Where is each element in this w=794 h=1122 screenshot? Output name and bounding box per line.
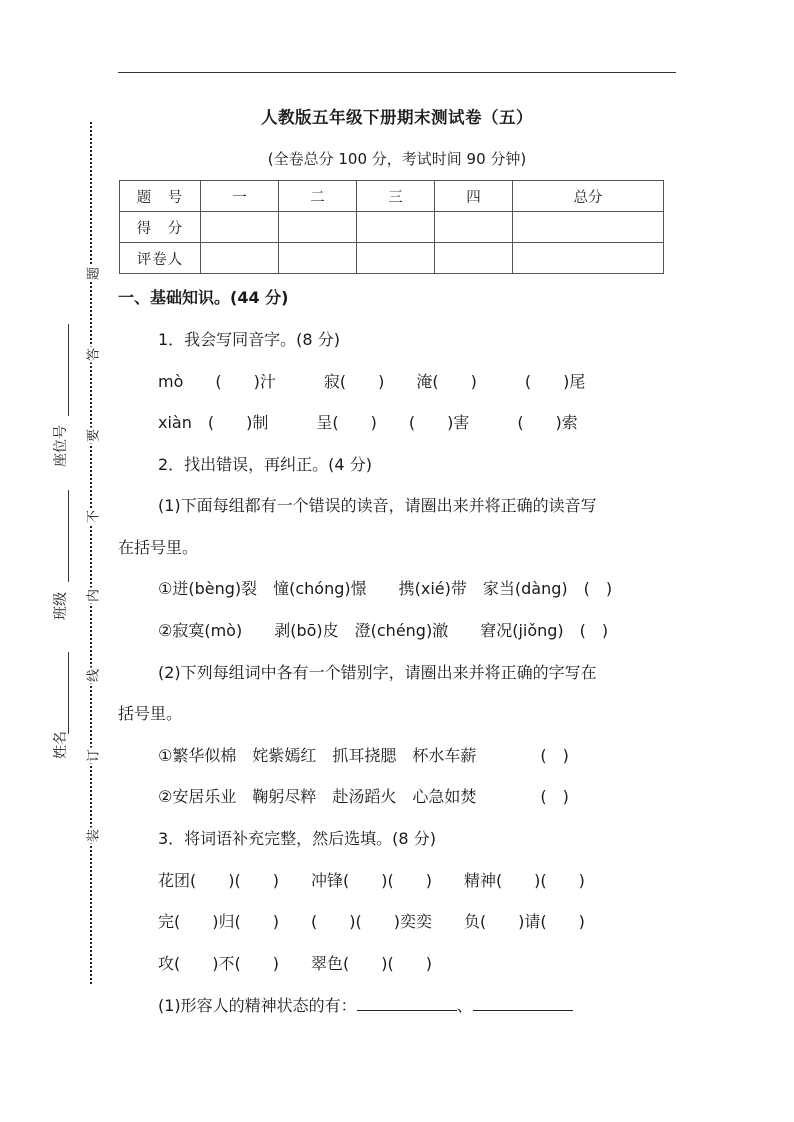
fill-separator: 、 <box>456 996 473 1015</box>
binding-char: 题 <box>83 266 102 282</box>
binding-dotted-line <box>90 122 92 984</box>
question-line: 完( )归( ) ( )( )奕奕 负( )请( ) <box>158 912 585 931</box>
score-table-cell: 总分 <box>513 181 664 212</box>
page-subtitle: (全卷总分 100 分，考试时间 90 分钟) <box>267 150 527 168</box>
score-table-cell: 二 <box>279 181 357 212</box>
seat-number-line <box>68 324 69 416</box>
binding-char: 不 <box>83 509 102 525</box>
question-line: mò ( )汁 寂( ) 淹( ) ( )尾 <box>158 372 586 391</box>
score-table-cell[interactable] <box>279 243 357 274</box>
score-table-row <box>120 243 664 274</box>
binding-char: 答 <box>83 347 102 363</box>
question-line: 攻( )不( ) 翠色( )( ) <box>158 954 432 973</box>
binding-char: 内 <box>83 588 102 604</box>
score-table-cell[interactable] <box>279 212 357 243</box>
question-title: 2．找出错误，再纠正。(4 分) <box>158 455 372 474</box>
question-line: (1)下面每组都有一个错误的读音，请圈出来并将正确的读音写 <box>158 496 597 515</box>
score-table-cell[interactable] <box>201 212 279 243</box>
question-line: 花团( )( ) 冲锋( )( ) 精神( )( ) <box>158 871 585 890</box>
score-table-cell[interactable] <box>357 243 435 274</box>
question-line: xiàn ( )制 呈( ) ( )害 ( )索 <box>158 413 578 432</box>
score-table-cell[interactable] <box>513 243 664 274</box>
question-line: ②寂寞(mò) 剥(bō)皮 澄(chéng)澈 窘况(jiǒng) ( ) <box>158 621 609 640</box>
name-label: 姓名 <box>53 731 69 759</box>
score-table-cell: 题 号 <box>120 181 201 212</box>
score-table-cell[interactable] <box>513 212 664 243</box>
score-table-row <box>120 212 664 243</box>
question-line: (2)下列每组词中各有一个错别字，请圈出来并将正确的字写在 <box>158 663 597 682</box>
binding-char: 订 <box>83 748 102 764</box>
binding-char: 线 <box>83 668 102 684</box>
class-label: 班级 <box>53 592 69 620</box>
class-line <box>68 490 69 582</box>
score-table-cell: 评卷人 <box>120 243 201 274</box>
score-table-cell: 四 <box>435 181 513 212</box>
seat-number-label: 座位号 <box>53 425 69 467</box>
top-rule <box>118 72 676 73</box>
score-table-cell: 得 分 <box>120 212 201 243</box>
question-line: 括号里。 <box>118 704 183 723</box>
question-line: ②安居乐业 鞠躬尽粹 赴汤蹈火 心急如焚 ( ) <box>158 787 569 806</box>
score-table-cell[interactable] <box>357 212 435 243</box>
binding-char: 要 <box>83 428 102 444</box>
question-title: 1．我会写同音字。(8 分) <box>158 330 340 349</box>
section-heading: 一、基础知识。(44 分) <box>118 288 289 307</box>
score-table-cell: 一 <box>201 181 279 212</box>
question-line: 在括号里。 <box>118 538 199 557</box>
question-fill-line <box>158 996 573 1016</box>
name-line <box>68 652 69 734</box>
score-table-cell: 三 <box>357 181 435 212</box>
question-title: 3．将词语补充完整，然后选填。(8 分) <box>158 829 436 848</box>
score-table-cell[interactable] <box>435 243 513 274</box>
question-line: ①繁华似棉 姹紫嫣红 抓耳挠腮 杯水车薪 ( ) <box>158 746 569 765</box>
score-table <box>119 180 664 274</box>
question-line: ①迸(bèng)裂 憧(chóng)憬 携(xié)带 家当(dàng) ( ) <box>158 579 613 598</box>
score-table-cell[interactable] <box>435 212 513 243</box>
score-table-cell[interactable] <box>201 243 279 274</box>
answer-blank[interactable] <box>473 996 573 1011</box>
fill-prompt: (1)形容人的精神状态的有： <box>158 996 357 1015</box>
score-table-header-row <box>120 181 664 212</box>
answer-blank[interactable] <box>357 996 457 1011</box>
page-title: 人教版五年级下册期末测试卷（五） <box>261 108 533 127</box>
binding-char: 装 <box>83 828 102 844</box>
